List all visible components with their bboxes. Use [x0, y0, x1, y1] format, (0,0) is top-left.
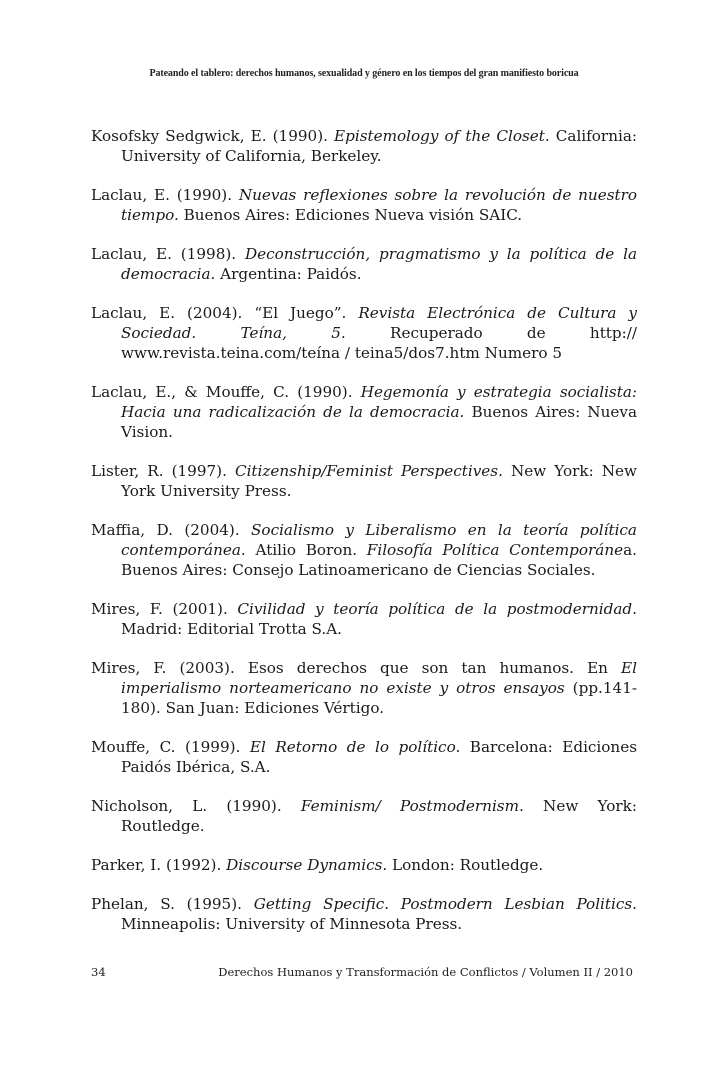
- reference-item: [91, 303, 637, 363]
- ref-authors: Laclau, E. (2004). “El Juego”.: [91, 304, 359, 322]
- reference-item: [91, 796, 637, 836]
- ref-title: Nuevas reflexiones sobre la revolución de nuestro tiempo.: [121, 186, 637, 224]
- reference-item: [91, 599, 637, 639]
- ref-title: Socialismo y Liberalismo en la teoría política contemporánea.: [121, 521, 637, 559]
- ref-authors: Laclau, E. (1990).: [91, 186, 239, 204]
- ref-publisher: Buenos Aires: Ediciones Nueva visión SAIC.: [178, 206, 523, 224]
- ref-editor: Atilio Boron.: [245, 541, 367, 559]
- ref-authors: Lister, R. (1997).: [91, 462, 235, 480]
- ref-publisher: Barcelona: Ediciones Paidós Ibérica, S.A.: [121, 738, 637, 776]
- ref-publisher: a. Buenos Aires: Consejo Latinoamericano de Ciencias Sociales.: [121, 541, 637, 579]
- ref-authors: Kosofsky Sedgwick, E. (1990).: [91, 127, 335, 145]
- ref-title: El Retorno de lo político.: [249, 738, 461, 756]
- reference-item: [91, 658, 637, 718]
- ref-authors: Laclau, E., & Mouffe, C. (1990).: [91, 383, 361, 401]
- ref-title: Revista Electrónica de Cultura y Sociedad. Teína, 5.: [121, 304, 637, 342]
- reference-list: [91, 126, 637, 953]
- ref-publisher: Buenos Aires: Nueva Vision.: [121, 403, 637, 441]
- ref-publisher: Argentina: Paidós.: [215, 265, 362, 283]
- ref-publisher: New York: Routledge.: [121, 797, 637, 835]
- ref-authors: Mires, F. (2003). Esos derechos que son tan humanos. En: [91, 659, 622, 677]
- ref-authors: Nicholson, L. (1990).: [91, 797, 301, 815]
- ref-publisher: . Madrid: Editorial Trotta S.A.: [121, 600, 637, 638]
- ref-publisher: London: Routledge.: [387, 856, 544, 874]
- ref-title: Epistemology of the Closet.: [334, 127, 550, 145]
- ref-title: Hegemonía y estrategia socialista: Hacia una radicalización de la democracia.: [121, 383, 638, 421]
- ref-title: Deconstrucción, pragmatismo y la política de la democracia.: [121, 245, 637, 283]
- ref-book-title: Filosofía Política Contemporáne: [366, 541, 624, 559]
- page-number: 34: [91, 965, 106, 979]
- footer-title: Derechos Humanos y Transformación de Conflictos / Volumen II / 2010: [218, 965, 633, 979]
- ref-publisher: Recuperado de http:// www.revista.teina.com/teína / teina5/dos7.htm Numero 5: [121, 324, 637, 362]
- reference-item: [91, 461, 637, 501]
- reference-item: [91, 126, 637, 166]
- ref-title: El imperialismo norteamericano no existe y otros ensayos: [121, 659, 637, 697]
- ref-title: Discourse Dynamics.: [226, 856, 388, 874]
- reference-item: [91, 244, 637, 284]
- reference-item: [91, 737, 637, 777]
- reference-item: [91, 894, 637, 934]
- ref-authors: Phelan, S. (1995).: [91, 895, 254, 913]
- reference-item: [91, 382, 637, 442]
- ref-publisher: California: University of California, Berkeley.: [121, 127, 637, 165]
- ref-publisher: . Minneapolis: University of Minnesota Press.: [121, 895, 637, 933]
- reference-item: [91, 855, 637, 875]
- ref-title: Civilidad y teoría política de la postmodernidad: [237, 600, 633, 618]
- ref-title: Getting Specific. Postmodern Lesbian Politics: [253, 895, 633, 913]
- reference-item: [91, 520, 637, 580]
- reference-item: [91, 185, 637, 225]
- ref-authors: Maffia, D. (2004).: [91, 521, 252, 539]
- ref-authors: Parker, I. (1992).: [91, 856, 227, 874]
- ref-publisher: New York: New York University Press.: [121, 462, 637, 500]
- ref-title: Citizenship/Feminist Perspectives.: [234, 462, 503, 480]
- ref-authors: Mouffe, C. (1999).: [91, 738, 250, 756]
- ref-title: Feminism/ Postmodernism.: [300, 797, 524, 815]
- ref-authors: Laclau, E. (1998).: [91, 245, 245, 263]
- ref-authors: Mires, F. (2001).: [91, 600, 238, 618]
- ref-publisher: (pp.141-180). San Juan: Ediciones Vértigo.: [121, 679, 637, 717]
- page-footer: [91, 965, 637, 981]
- running-header: Pateando el tablero: derechos humanos, sexualidad y género en los tiempos del gran manifiesto boricua: [149, 68, 579, 79]
